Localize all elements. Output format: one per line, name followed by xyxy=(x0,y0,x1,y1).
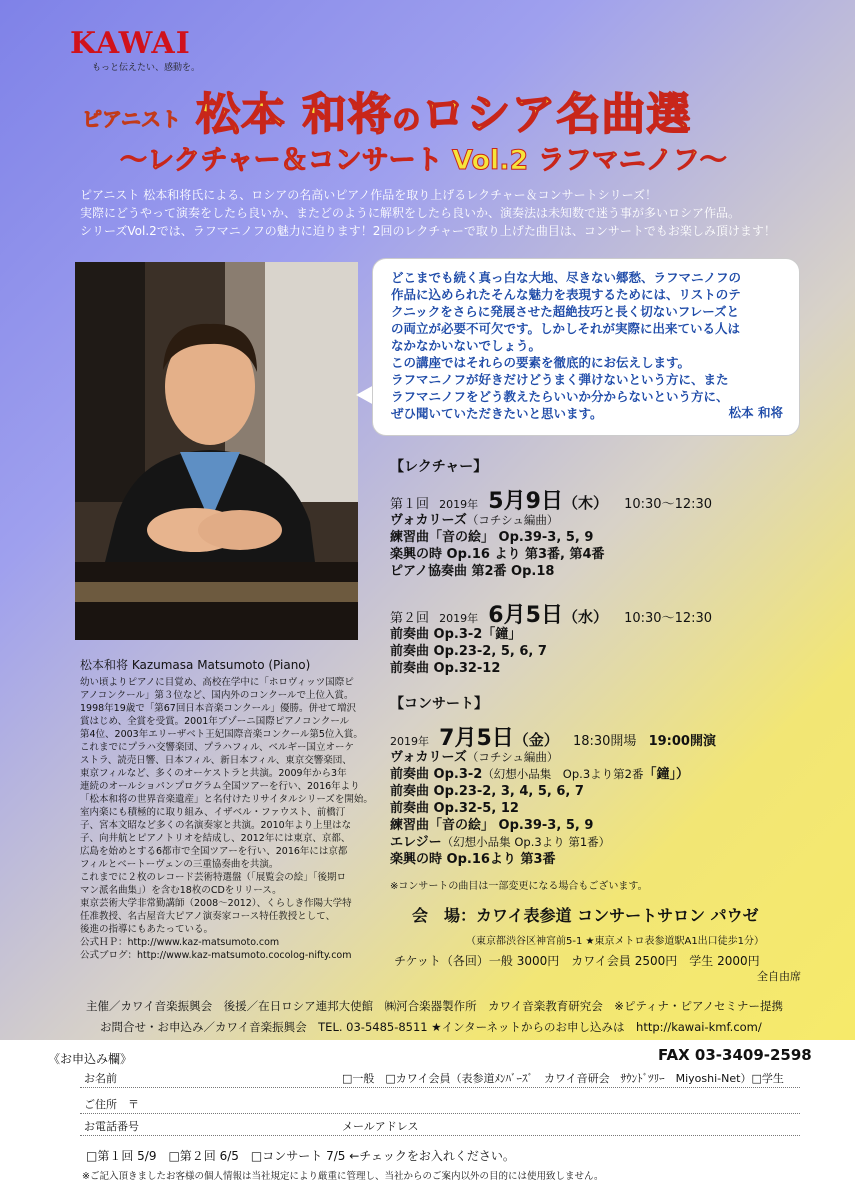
program-item: 練習曲「音の絵」 Op.39-3, 5, 9 xyxy=(390,818,594,833)
bio-line: 広島を始めとする6都市で全国ツアーを行い、2016年には京都 xyxy=(80,846,348,857)
bio-line: 室内楽にも積極的に取り組み、イザベル・ファウスト、前橋汀 xyxy=(80,807,346,818)
name-row[interactable] xyxy=(80,1067,800,1088)
logo-tagline: もっと伝えたい、感動を。 xyxy=(92,63,201,73)
concert-start: 19:00開演 xyxy=(648,734,716,749)
bio-line: 賞はじめ、全賞を受賞。2001年ブゾーニ国際ピアノコンクール xyxy=(80,716,350,727)
address-row[interactable] xyxy=(80,1093,800,1114)
message-line: ラフマニノフが好きだけどうまく弾けないという方に、また xyxy=(391,372,729,387)
venue-name: カワイ表参道 コンサートサロン パウゼ xyxy=(476,906,759,925)
program-item: 前奏曲 Op.3-2「鐘」 xyxy=(390,627,522,642)
bio-line: ストラ、読売日響、日本フィル、新日本フィル、東京交響楽団、 xyxy=(80,755,352,766)
session-month: 5 xyxy=(488,489,504,514)
concert-heading: 【コンサート】 xyxy=(390,696,488,712)
session-weekday: （水） xyxy=(562,608,608,626)
kawai-logo: KAWAI xyxy=(70,26,191,61)
page-title xyxy=(196,78,691,142)
intro-line: シリーズVol.2では、ラフマニノフの魅力に迫ります！2回のレクチャーで取り上げた曲目は、コンサートでもお楽しみ頂けます！ xyxy=(80,224,776,238)
bio-line: 東京芸術大学非常勤講師（2008〜2012）、くらしき作陽大学特 xyxy=(80,898,352,909)
program-change-note: ※コンサートの曲目は一部変更になる場合もございます。 xyxy=(390,881,648,892)
message-line: なかなかいないでしょう。 xyxy=(391,338,542,353)
lecture-heading: 【レクチャー】 xyxy=(390,459,488,475)
bio-line: 子、向井航とピアノトリオを結成し、2012年には東京、京都、 xyxy=(80,833,351,844)
venue xyxy=(412,903,759,926)
bio-line: フィルとベートーヴェンの三重協奏曲を共演。 xyxy=(80,859,279,870)
title-prefix: ピアニスト xyxy=(82,107,181,131)
session-time: 10:30〜12:30 xyxy=(624,497,713,512)
program-item: ピアノ協奏曲 第2番 Op.18 xyxy=(390,564,555,579)
official-blog-link[interactable]: 公式ブログ：http://www.kaz-matsumoto.cocolog-nifty.com xyxy=(80,950,352,961)
concert-month: 7 xyxy=(439,726,455,751)
lecture-session-2 xyxy=(390,598,712,629)
concert-day: 5 xyxy=(476,726,492,751)
program-item xyxy=(390,512,605,529)
subtitle: 〜レクチャー＆コンサート Vol.2 ラフマニノフ〜 xyxy=(120,145,727,176)
session-day: 5 xyxy=(525,603,541,628)
ticket-prices: チケット（各回）一般 3000円 カワイ会員 2500円 学生 2000円 xyxy=(394,954,760,968)
name-label: お名前 xyxy=(84,1072,117,1085)
session-label: 第１回 xyxy=(390,497,430,512)
message-bubble xyxy=(372,258,800,436)
program-item: 楽興の時 Op.16 より 第3番, 第4番 xyxy=(390,547,605,562)
session-day: 9 xyxy=(525,489,541,514)
message-signature: 松本 和将 xyxy=(728,405,783,420)
month-unit: 月 xyxy=(454,726,477,751)
title-no: の xyxy=(392,103,422,136)
bio-line: アノコンクール」第３位など、国内外のコンクールで上位入賞。 xyxy=(80,690,354,701)
concert-open: 18:30開場 xyxy=(572,734,637,749)
bio-line: マン派名曲集」）を含む18枚のCDをリリース。 xyxy=(80,885,282,896)
form-title: 《お申込み欄》 xyxy=(48,1052,133,1066)
message-line: ぜひ聞いていただきたいと思います。 xyxy=(391,406,603,421)
intro-line: 実際にどうやって演奏をしたら良いか、またどのように解釈をしたら良いか、演奏法は未知数で迷う事が多いロシア作品。 xyxy=(80,206,741,220)
session-label: 第２回 xyxy=(390,611,430,626)
seating: 全自由席 xyxy=(757,970,801,983)
concert-year: 2019年 xyxy=(390,735,429,748)
message-line: どこまでも続く真っ白な大地、尽きない郷愁、ラフマニノフの xyxy=(391,270,742,285)
bio-line: 子、宮本文昭など多くの名演奏家と共演。2010年より上里はな xyxy=(80,820,352,831)
program-title: 前奏曲 Op.3-2 xyxy=(390,767,483,782)
session-year: 2019年 xyxy=(439,498,479,511)
program-item xyxy=(390,766,689,783)
title-rest: ロシア名曲選 xyxy=(421,89,692,140)
program-item xyxy=(390,749,689,766)
message-line: ラフマニノフをどう教えたらいいか分からないという方に、 xyxy=(391,389,729,404)
program-item: 前奏曲 Op.23-2, 3, 4, 5, 6, 7 xyxy=(390,784,584,799)
program-item: 前奏曲 Op.23-2, 5, 6, 7 xyxy=(390,644,547,659)
member-options[interactable]: □一般 □カワイ会員（表参道ﾒﾝﾊﾞｰｽﾞ カワイ音研会 ｻｳﾝﾄﾞﾂﾘｰ Miyoshi-Net）□学生 xyxy=(342,1072,784,1085)
organizers-line: 主催／カワイ音楽振興会 後援／在日ロシア連邦大使館 ㈱河合楽器製作所 カワイ音楽教育研究会 ※ピティナ・ピアノセミナー提携 xyxy=(86,999,783,1013)
program-title: エレジー xyxy=(390,835,442,850)
bio-name: 松本和将 Kazumasa Matsumoto (Piano) xyxy=(80,658,311,672)
program-item: 練習曲「音の絵」 Op.39-3, 5, 9 xyxy=(390,530,594,545)
session-time: 10:30〜12:30 xyxy=(624,611,713,626)
program-item: 前奏曲 Op.32-12 xyxy=(390,661,501,676)
lecture-2-program xyxy=(390,626,547,677)
day-unit: 日 xyxy=(540,603,563,628)
official-site-link[interactable]: 公式ＨＰ：http://www.kaz-matsumoto.com xyxy=(80,937,280,948)
program-item: 前奏曲 Op.32-5, 12 xyxy=(390,801,519,816)
concert-weekday: （金） xyxy=(513,731,559,749)
session-year: 2019年 xyxy=(439,612,479,625)
privacy-note: ※ご記入頂きましたお客様の個人情報は当社規定により厳重に管理し、当社からのご案内以外の目的には使用致しません。 xyxy=(82,1171,604,1182)
pianist-photo xyxy=(75,262,358,640)
concert-program xyxy=(390,749,689,868)
month-unit: 月 xyxy=(503,603,526,628)
bio-line: これまでにプラハ交響楽団、プラハフィル、ベルギー国立オーケ xyxy=(80,742,354,753)
lecture-session-1 xyxy=(390,484,712,515)
intro-text xyxy=(80,186,800,240)
bio-text xyxy=(80,676,373,962)
program-note: （幻想小品集 Op.3より第2番 xyxy=(482,767,644,781)
session-checkboxes[interactable]: □第１回 5/9 □第２回 6/5 □コンサート 7/5 ←チェックをお入れください。 xyxy=(86,1149,515,1163)
intro-line: ピアニスト 松本和将氏による、ロシアの名高いピアノ作品を取り上げるレクチャー＆コンサートシリーズ！ xyxy=(80,188,658,202)
program-title: ヴォカリーズ xyxy=(390,513,467,528)
bio-line: 幼い頃よりピアノに目覚め、高校在学中に「ホロヴィッツ国際ピ xyxy=(80,677,354,688)
bio-line: 後進の指導にもあたっている。 xyxy=(80,924,214,935)
fax-number: FAX 03-3409-2598 xyxy=(658,1046,812,1064)
program-tail: 「鐘」） xyxy=(643,767,689,782)
day-unit: 日 xyxy=(491,726,514,751)
lecture-1-program xyxy=(390,512,605,580)
email-label: メールアドレス xyxy=(342,1120,419,1133)
concert-date xyxy=(390,721,716,752)
session-month: 6 xyxy=(488,603,504,628)
phone-label: お電話番号 xyxy=(84,1120,139,1133)
bio-line: 1998年19歳で「第67回日本音楽コンクール」優勝。併せて増沢 xyxy=(80,703,356,714)
program-note: （幻想小品集 Op.3より 第1番） xyxy=(441,835,611,849)
bio-line: 「松本和将の世界音楽遺産」と名付けたリサイタルシリーズを開始。 xyxy=(80,794,373,805)
program-item xyxy=(390,834,689,851)
contact-row[interactable] xyxy=(80,1115,800,1136)
address-label: ご住所 〒 xyxy=(84,1098,139,1111)
program-title: ヴォカリーズ xyxy=(390,750,467,765)
bio-line: これまでに２枚のレコード芸術特選盤（「展覧会の絵」「後期ロ xyxy=(80,872,347,883)
venue-address: （東京都渋谷区神宮前5-1 ★東京メトロ表参道駅A1出口徒歩1分） xyxy=(466,936,765,947)
month-unit: 月 xyxy=(503,489,526,514)
program-note: （コチシュ編曲） xyxy=(466,750,559,764)
bio-line: 東京フィルなど、多くのオーケストラと共演。2009年から3年 xyxy=(80,768,347,779)
message-line: この講座ではそれらの要素を徹底的にお伝えします。 xyxy=(391,355,691,370)
title-name: 松本 和将 xyxy=(196,89,393,140)
bio-line: 任准教授、名古屋音大ピアノ演奏家コース特任教授として、 xyxy=(80,911,336,922)
message-line: の両立が必要不可欠です。しかしそれが実際に出来ている人は xyxy=(391,321,741,336)
session-weekday: （木） xyxy=(562,494,608,512)
venue-label: 会 場： xyxy=(412,906,477,925)
bio-line: 第4位、2003年エリーザベト王妃国際音楽コンクール第5位入賞。 xyxy=(80,729,363,740)
bio-line: 連続のオールショパンプログラム全国ツアーを行い、2016年より xyxy=(80,781,360,792)
contact-line: お問合せ・お申込み／カワイ音楽振興会 TEL. 03-5485-8511 ★インターネットからのお申し込みは http://kawai-kmf.com/ xyxy=(100,1020,762,1034)
program-item: 楽興の時 Op.16より 第3番 xyxy=(390,852,556,867)
message-line: クニックをさらに発展させた超絶技巧と長く切ないフレーズと xyxy=(391,304,740,319)
message-line: 作品に込められたそんな魅力を表現するためには、リストのテ xyxy=(391,287,741,302)
day-unit: 日 xyxy=(540,489,563,514)
program-note: （コチシュ編曲） xyxy=(466,513,559,527)
